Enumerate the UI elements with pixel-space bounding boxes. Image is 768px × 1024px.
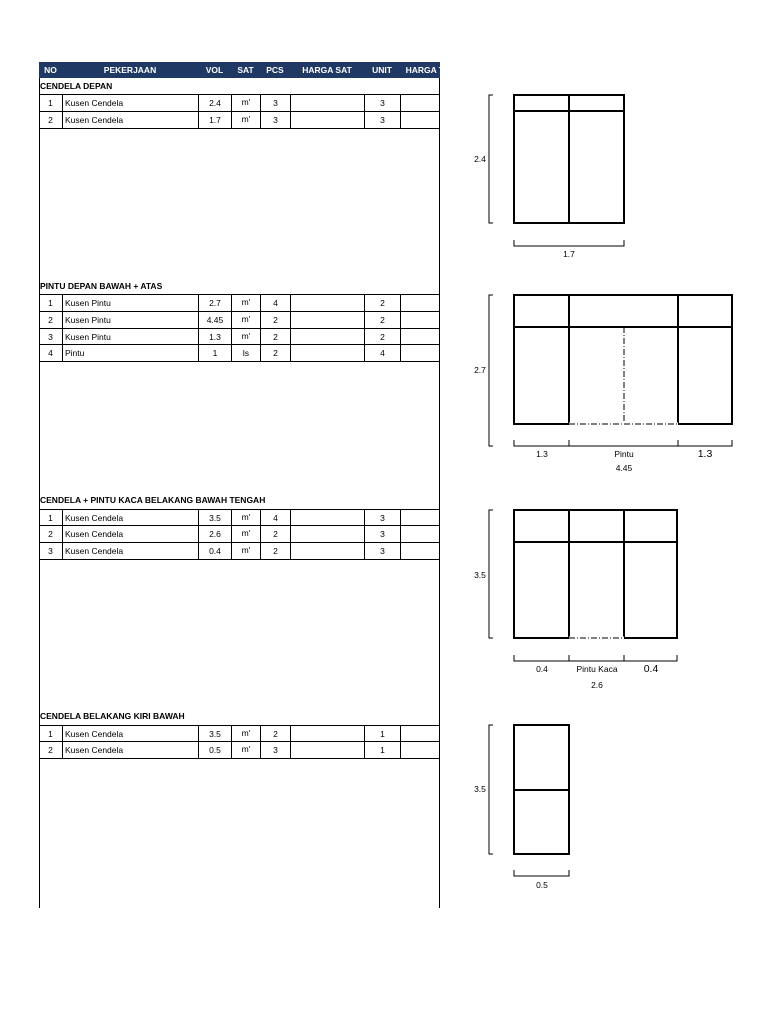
- total-width-label: 4.45: [615, 463, 633, 473]
- cell-no: 2: [48, 315, 53, 325]
- width-label: 1.7: [563, 249, 575, 259]
- cell-pekerjaan: Kusen Cendela: [62, 526, 198, 542]
- cell-pekerjaan: Kusen Cendela: [62, 726, 198, 742]
- cell-unit: 3: [364, 95, 400, 111]
- drawing-window-back-left: [489, 725, 569, 876]
- cell-sat: m': [231, 312, 260, 328]
- drawing-glass-door-back: [489, 510, 677, 661]
- door-label: Pintu: [614, 449, 634, 459]
- frame-outline: [514, 295, 732, 424]
- cell-vol: 2.6: [198, 526, 231, 542]
- width-dimension-line: [514, 870, 569, 876]
- cell-unit: 3: [364, 526, 400, 542]
- section-title: CENDELA + PINTU KACA BELAKANG BAWAH TENGAH: [40, 495, 266, 505]
- cell-sat: m': [231, 329, 260, 345]
- width-dimension-line: [514, 440, 732, 446]
- cell-unit: 2: [364, 329, 400, 345]
- cell-unit: 1: [364, 726, 400, 742]
- cell-pcs: 3: [260, 112, 290, 128]
- width-dimension-line: [514, 655, 677, 661]
- cell-vol: 2.7: [198, 295, 231, 311]
- cell-no: 1: [48, 298, 53, 308]
- header-pekerjaan: PEKERJAAN: [103, 65, 157, 75]
- cell-sat: m': [231, 112, 260, 128]
- cell-vol: 1: [198, 345, 231, 361]
- cell-no: 3: [48, 546, 53, 556]
- cell-pekerjaan: Kusen Pintu: [62, 295, 198, 311]
- drawing-window-front: [489, 95, 624, 246]
- cell-vol: 0.5: [198, 742, 231, 758]
- cell-unit: 3: [364, 543, 400, 559]
- door-label: Pintu Kaca: [576, 664, 618, 674]
- cell-pekerjaan: Kusen Cendela: [62, 510, 198, 526]
- cell-pcs: 4: [260, 295, 290, 311]
- cell-vol: 0.4: [198, 543, 231, 559]
- width-label: 0.5: [536, 880, 548, 890]
- height-dimension-line: [489, 725, 493, 854]
- header-harga-sat: HARGA SAT: [302, 65, 352, 75]
- header-unit: UNIT: [372, 65, 392, 75]
- cell-unit: 1: [364, 742, 400, 758]
- cell-unit: 2: [364, 295, 400, 311]
- cell-no: 3: [48, 332, 53, 342]
- height-dimension-line: [489, 95, 493, 223]
- cell-vol: 3.5: [198, 726, 231, 742]
- section-title: CENDELA DEPAN: [40, 81, 113, 91]
- frame-outline: [514, 510, 677, 638]
- cell-sat: m': [231, 543, 260, 559]
- cell-sat: m': [231, 510, 260, 526]
- cell-pekerjaan: Kusen Pintu: [62, 329, 198, 345]
- height-dimension-line: [489, 510, 493, 638]
- cell-pcs: 2: [260, 543, 290, 559]
- cell-sat: ls: [231, 345, 260, 361]
- cell-pcs: 2: [260, 726, 290, 742]
- cell-sat: m': [231, 726, 260, 742]
- left-width-label: 1.3: [536, 449, 548, 459]
- cell-pekerjaan: Pintu: [62, 345, 198, 361]
- height-dimension-line: [489, 295, 493, 446]
- cell-no: 2: [48, 745, 53, 755]
- header-harga-total: HARGA TOTAL: [405, 65, 467, 75]
- cell-no: 1: [48, 729, 53, 739]
- cell-no: 1: [48, 98, 53, 108]
- cell-no: 1: [48, 513, 53, 523]
- cell-unit: 4: [364, 345, 400, 361]
- cell-no: 2: [48, 115, 53, 125]
- cell-unit: 2: [364, 312, 400, 328]
- cell-no: 4: [48, 348, 53, 358]
- height-label: 3.5: [474, 784, 486, 794]
- cell-sat: m': [231, 742, 260, 758]
- cell-pekerjaan: Kusen Cendela: [62, 95, 198, 111]
- right-width-label: 1.3: [697, 448, 713, 460]
- left-width-label: 0.4: [536, 664, 548, 674]
- section-title: CENDELA BELAKANG KIRI BAWAH: [40, 711, 185, 721]
- total-width-label: 2.6: [591, 680, 603, 690]
- cell-pcs: 3: [260, 742, 290, 758]
- cell-no: 2: [48, 529, 53, 539]
- cell-pekerjaan: Kusen Cendela: [62, 742, 198, 758]
- drawing-door-front: [489, 295, 732, 446]
- header-pcs: PCS: [266, 65, 284, 75]
- cell-vol: 1.3: [198, 329, 231, 345]
- cell-unit: 3: [364, 510, 400, 526]
- cell-pcs: 2: [260, 345, 290, 361]
- width-dimension-line: [514, 240, 624, 246]
- cell-sat: m': [231, 295, 260, 311]
- cell-sat: m': [231, 526, 260, 542]
- height-label: 2.4: [474, 154, 486, 164]
- cell-vol: 3.5: [198, 510, 231, 526]
- cell-pekerjaan: Kusen Cendela: [62, 112, 198, 128]
- cell-pcs: 2: [260, 312, 290, 328]
- height-label: 3.5: [474, 570, 486, 580]
- cell-vol: 1.7: [198, 112, 231, 128]
- right-width-label: 0.4: [643, 663, 659, 675]
- header-no: NO: [44, 65, 57, 75]
- cell-vol: 4.45: [198, 312, 231, 328]
- cell-pcs: 2: [260, 329, 290, 345]
- section-title: PINTU DEPAN BAWAH + ATAS: [40, 281, 163, 291]
- height-label: 2.7: [474, 365, 486, 375]
- header-sat: SAT: [237, 65, 254, 75]
- cell-sat: m': [231, 95, 260, 111]
- cell-pekerjaan: Kusen Pintu: [62, 312, 198, 328]
- cell-unit: 3: [364, 112, 400, 128]
- cell-pcs: 4: [260, 510, 290, 526]
- cell-pcs: 2: [260, 526, 290, 542]
- cell-vol: 2.4: [198, 95, 231, 111]
- header-vol: VOL: [205, 65, 224, 75]
- cell-pcs: 3: [260, 95, 290, 111]
- cell-pekerjaan: Kusen Cendela: [62, 543, 198, 559]
